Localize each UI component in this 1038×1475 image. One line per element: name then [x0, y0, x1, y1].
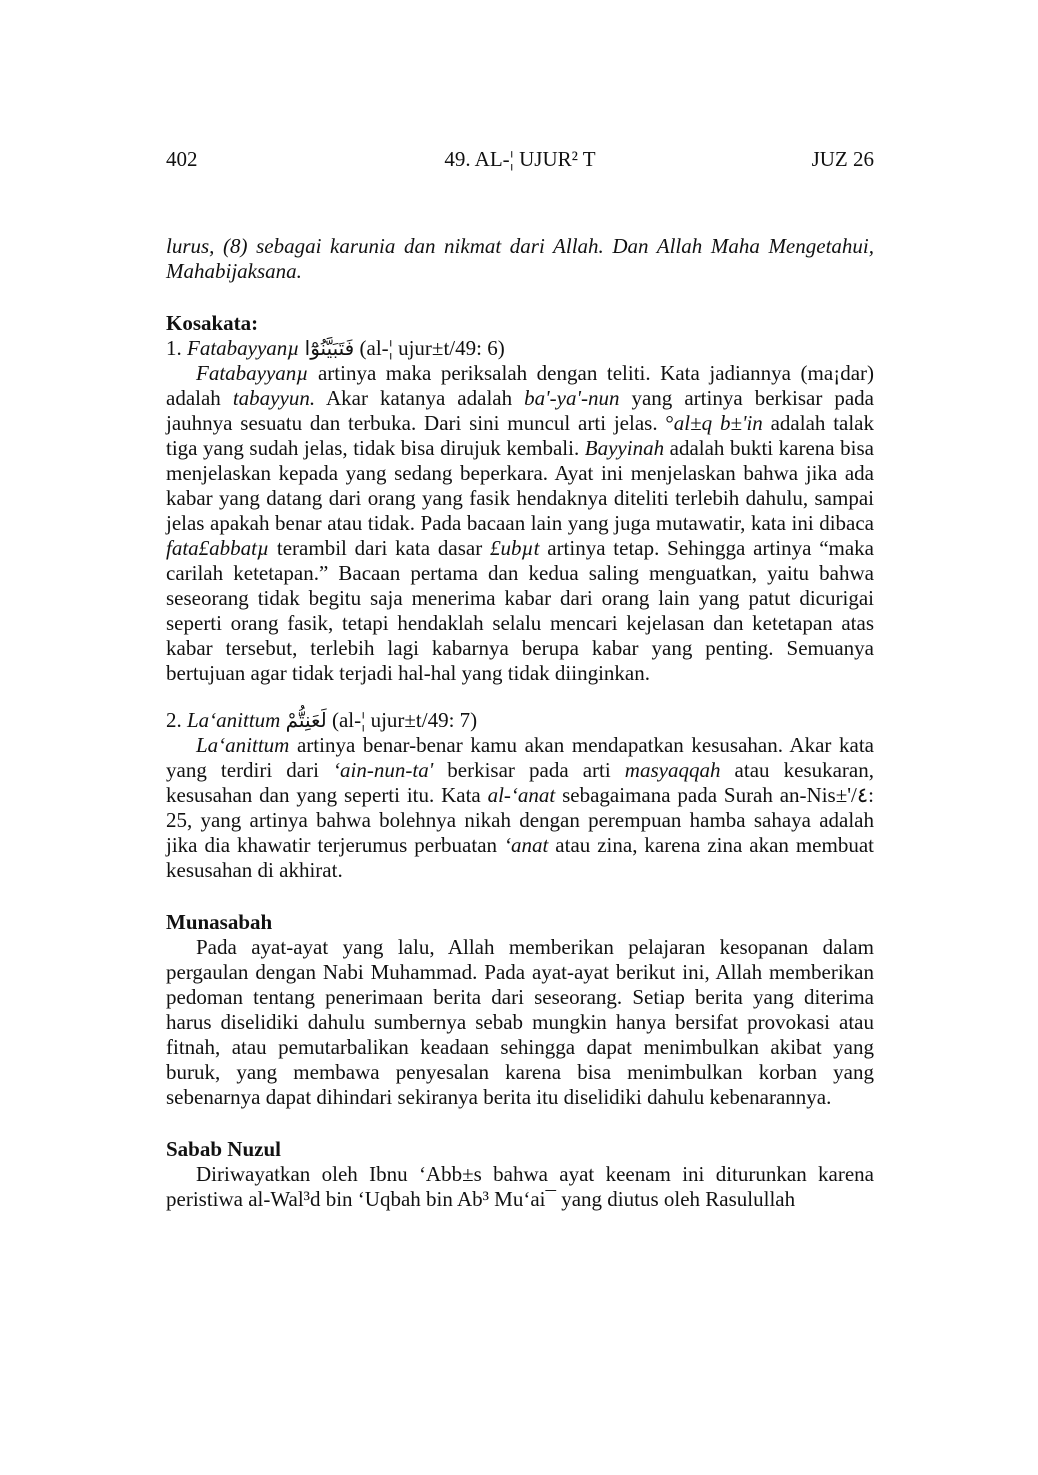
text-run: atau kesukaran, kesusahan dan yang seperti itu. Kata	[166, 758, 874, 807]
vocab-item-2-title	[166, 708, 874, 733]
transliteration: Fatabayyanµ	[196, 361, 309, 385]
arabic-term: لَعَنِتُّمْ	[285, 708, 327, 732]
sabab-nuzul-heading: Sabab Nuzul	[166, 1137, 281, 1161]
vocab-item-number: 1.	[166, 336, 182, 360]
text-run: berkisar pada arti	[433, 758, 625, 782]
vocab-item-2-explanation	[166, 733, 874, 883]
surah-title: 49. AL-¦ UJUR² T	[444, 147, 596, 171]
transliteration: La‘anittum	[196, 733, 290, 757]
munasabah-text: Pada ayat-ayat yang lalu, Allah memberikan pelajaran kesopanan dalam pergaulan dengan Nabi Muhammad. Pada ayat-ayat berikut ini, Allah memberikan pedoman tentang penerimaan berita dari seseorang. Setiap berita yang diterima harus diselidiki dahulu sumbernya sebab mungkin hanya bersifat provokasi atau fitnah, atau pemutarbalikan keadaan sehingga dapat menimbulkan akibat yang buruk, yang membawa penyesalan karena bisa menimbulkan korban yang sebenarnya dapat dihindari sekiranya berita itu diselidiki dahulu kebenarannya.	[166, 935, 874, 1109]
text-run: adalah talak tiga yang sudah jelas, tidak bisa dirujuk kembali.	[166, 411, 874, 460]
verse-reference: (al-¦ ujur±t/49: 6)	[359, 336, 505, 360]
vocab-item-1-title	[166, 336, 874, 361]
arabic-term: فَتَبَيَّنُوْٓا	[304, 336, 355, 360]
transliteration: al±q b±'in	[673, 411, 763, 435]
text-run: Akar katanya adalah	[315, 386, 525, 410]
text-run: artinya benar-benar kamu akan mendapatkan kesusahan. Akar kata yang terdiri dari	[166, 733, 874, 782]
running-header	[166, 146, 874, 172]
translation-continuation: lurus, (8) sebagai karunia dan nikmat dari Allah. Dan Allah Maha Mengetahui, Mahabijaksana.	[166, 234, 874, 283]
transliteration: al-‘anat	[487, 783, 556, 807]
kosakata-heading: Kosakata:	[166, 311, 259, 335]
text-run: yang artinya berkisar pada jauhnya sesuatu dan terbuka. Dari sini muncul arti jelas. °	[166, 386, 875, 435]
text-run: terambil dari kata dasar	[269, 536, 490, 560]
transliteration: fata£abbatµ	[166, 536, 270, 560]
transliteration: masyaqqah	[624, 758, 721, 782]
sabab-nuzul-text: Diriwayatkan oleh Ibnu ‘Abb±s bahwa ayat keenam ini diturunkan karena peristiwa al-Wal³d bin ‘Uqbah bin Ab³ Mu‘ai¯ yang diutus oleh Rasulullah	[166, 1162, 874, 1211]
transliteration: tabayyun.	[232, 386, 316, 410]
transliteration: ‘ain-nun-ta'	[333, 758, 434, 782]
page-body	[166, 234, 874, 1212]
text-run: atau zina, karena zina akan membuat kesusahan di akhirat.	[166, 833, 874, 882]
text-run: sebagaimana pada Surah an-Nis±'/٤: 25, yang artinya bahwa bolehnya nikah dengan perempuan hamba sahaya adalah jika dia khawatir terjerumus perbuatan	[166, 783, 874, 857]
vocab-item-number: 2.	[166, 708, 182, 732]
vocab-term: Fatabayyanµ	[187, 336, 300, 360]
juz-label: JUZ 26	[811, 147, 874, 171]
munasabah-heading: Munasabah	[166, 910, 273, 934]
transliteration: ba'-ya'-nun	[524, 386, 620, 410]
text-run: artinya maka periksalah dengan teliti. Kata jadiannya (ma¡dar) adalah	[166, 361, 874, 410]
vocab-term: La‘anittum	[187, 708, 281, 732]
vocab-item-1-explanation	[166, 361, 874, 686]
page-number: 402	[166, 147, 198, 171]
transliteration: £ubµt	[489, 536, 540, 560]
transliteration: ‘anat	[504, 833, 549, 857]
transliteration: Bayyinah	[584, 436, 665, 460]
text-run: artinya tetap. Sehingga artinya “maka carilah ketetapan.” Bacaan pertama dan kedua saling menguatkan, yaitu bahwa seseorang tidak begitu saja menerima kabar dari orang lain yang patut dicurigai seperti orang fasik, tetapi hendaklah selalu mencari kejelasan dan ketetapan atas kabar tersebut, terlebih lagi kabarnya berupa kabar yang penting. Semuanya bertujuan agar tidak terjadi hal-hal yang tidak diinginkan.	[166, 536, 875, 685]
verse-reference: (al-¦ ujur±t/49: 7)	[331, 708, 478, 732]
text-run: adalah bukti karena bisa menjelaskan kepada yang sedang beperkara. Ayat ini menjelaskan bahwa jika ada kabar yang datang dari orang yang fasik hendaknya diteliti terlebih dahulu, sampai jelas apakah benar atau tidak. Pada bacaan lain yang juga mutawatir, kata ini dibaca	[166, 436, 874, 535]
